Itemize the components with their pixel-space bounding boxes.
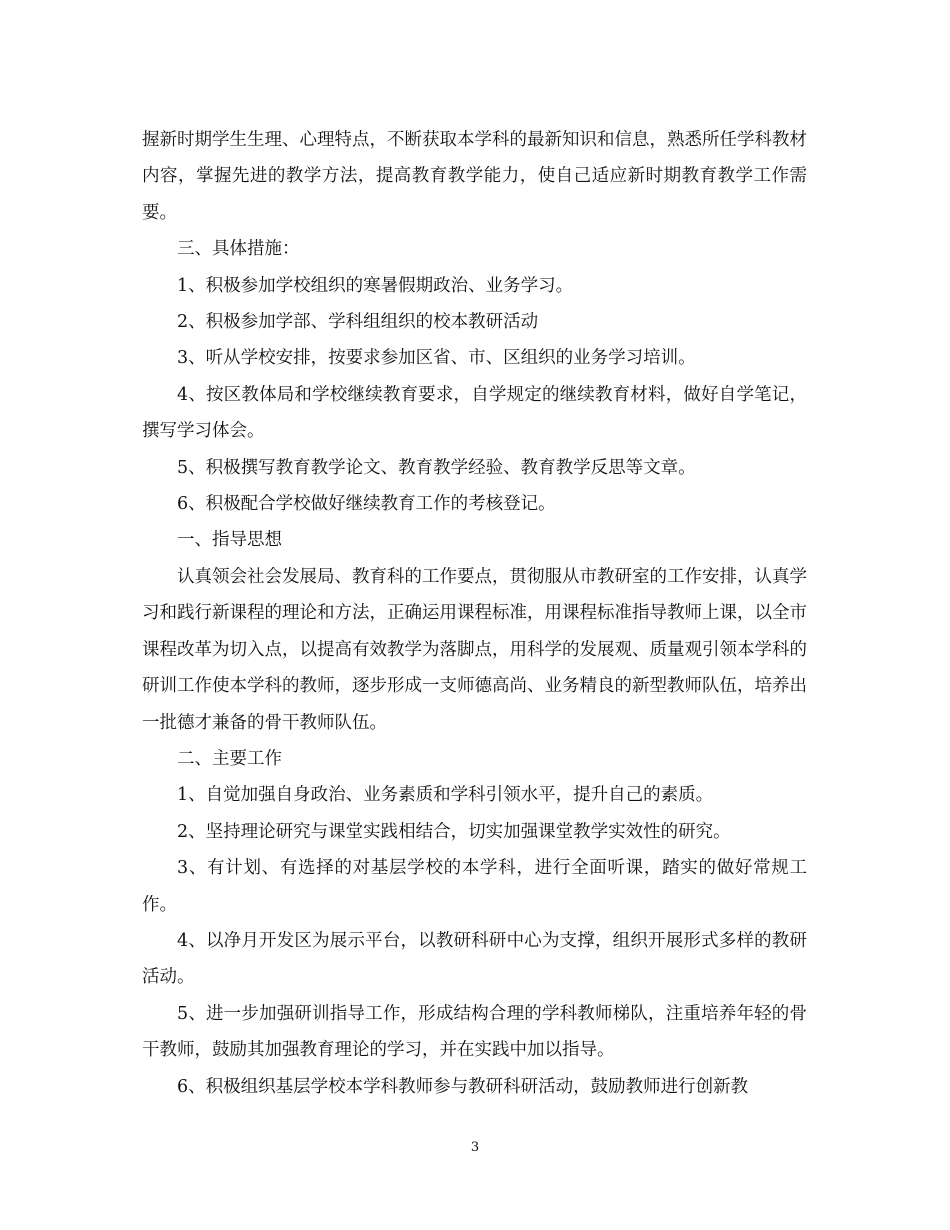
section-heading-measures: 三、具体措施： bbox=[177, 239, 300, 260]
work-item-1: 1、自觉加强自身政治、业务素质和学科引领水平，提升自己的素质。 bbox=[177, 785, 714, 806]
measure-item-4: 4、按区教体局和学校继续教育要求，自学规定的继续教育材料，做好自学笔记，撰写学习体会。 bbox=[142, 384, 807, 442]
page-number: 3 bbox=[470, 1140, 480, 1155]
section-heading-guiding-thought: 一、指导思想 bbox=[177, 530, 282, 551]
section-heading-main-work: 二、主要工作 bbox=[177, 748, 282, 769]
work-item-6: 6、积极组织基层学校本学科教师参与教研科研活动，鼓励教师进行创新教 bbox=[177, 1076, 749, 1097]
work-item-4: 4、以净月开发区为展示平台，以教研科研中心为支撑，组织开展形式多样的教研活动。 bbox=[142, 930, 807, 988]
work-item-3: 3、有计划、有选择的对基层学校的本学科，进行全面听课，踏实的做好常规工作。 bbox=[142, 858, 807, 915]
work-item-5: 5、进一步加强研训指导工作，形成结构合理的学科教师梯队，注重培养年轻的骨干教师，鼓励其加强教育理论的学习，并在实践中加以指导。 bbox=[142, 1003, 807, 1061]
work-item-2: 2、坚持理论研究与课堂实践相结合，切实加强课堂教学实效性的研究。 bbox=[177, 821, 731, 842]
measure-item-3: 3、听从学校安排，按要求参加区省、市、区组织的业务学习培训。 bbox=[177, 348, 696, 369]
measure-item-5: 5、积极撰写教育教学论文、教育教学经验、教育教学反思等文章。 bbox=[177, 457, 696, 478]
paragraph-1: 握新时期学生生理、心理特点，不断获取本学科的最新知识和信息，熟悉所任学科教材内容，掌握先进的教学方法，提高教育教学能力，使自己适应新时期教育教学工作需要。 bbox=[142, 130, 807, 223]
document-body bbox=[142, 122, 807, 1105]
measure-item-2: 2、积极参加学部、学科组组织的校本教研活动 bbox=[177, 312, 539, 333]
guiding-thought-paragraph: 认真领会社会发展局、教育科的工作要点，贯彻服从市教研室的工作安排，认真学习和践行新课程的理论和方法，正确运用课程标准，用课程标准指导教师上课，以全市课程改革为切入点，以提高有效教学为落脚点，用科学的发展观、质量观引领本学科的研训工作使本学科的教师，逐步形成一支师德高尚、业务精良的新型教师队伍，培养出一批德才兼备的骨干教师队伍。 bbox=[142, 566, 807, 733]
measure-item-6: 6、积极配合学校做好继续教育工作的考核登记。 bbox=[177, 494, 556, 515]
measure-item-1: 1、积极参加学校组织的寒暑假期政治、业务学习。 bbox=[177, 275, 574, 296]
